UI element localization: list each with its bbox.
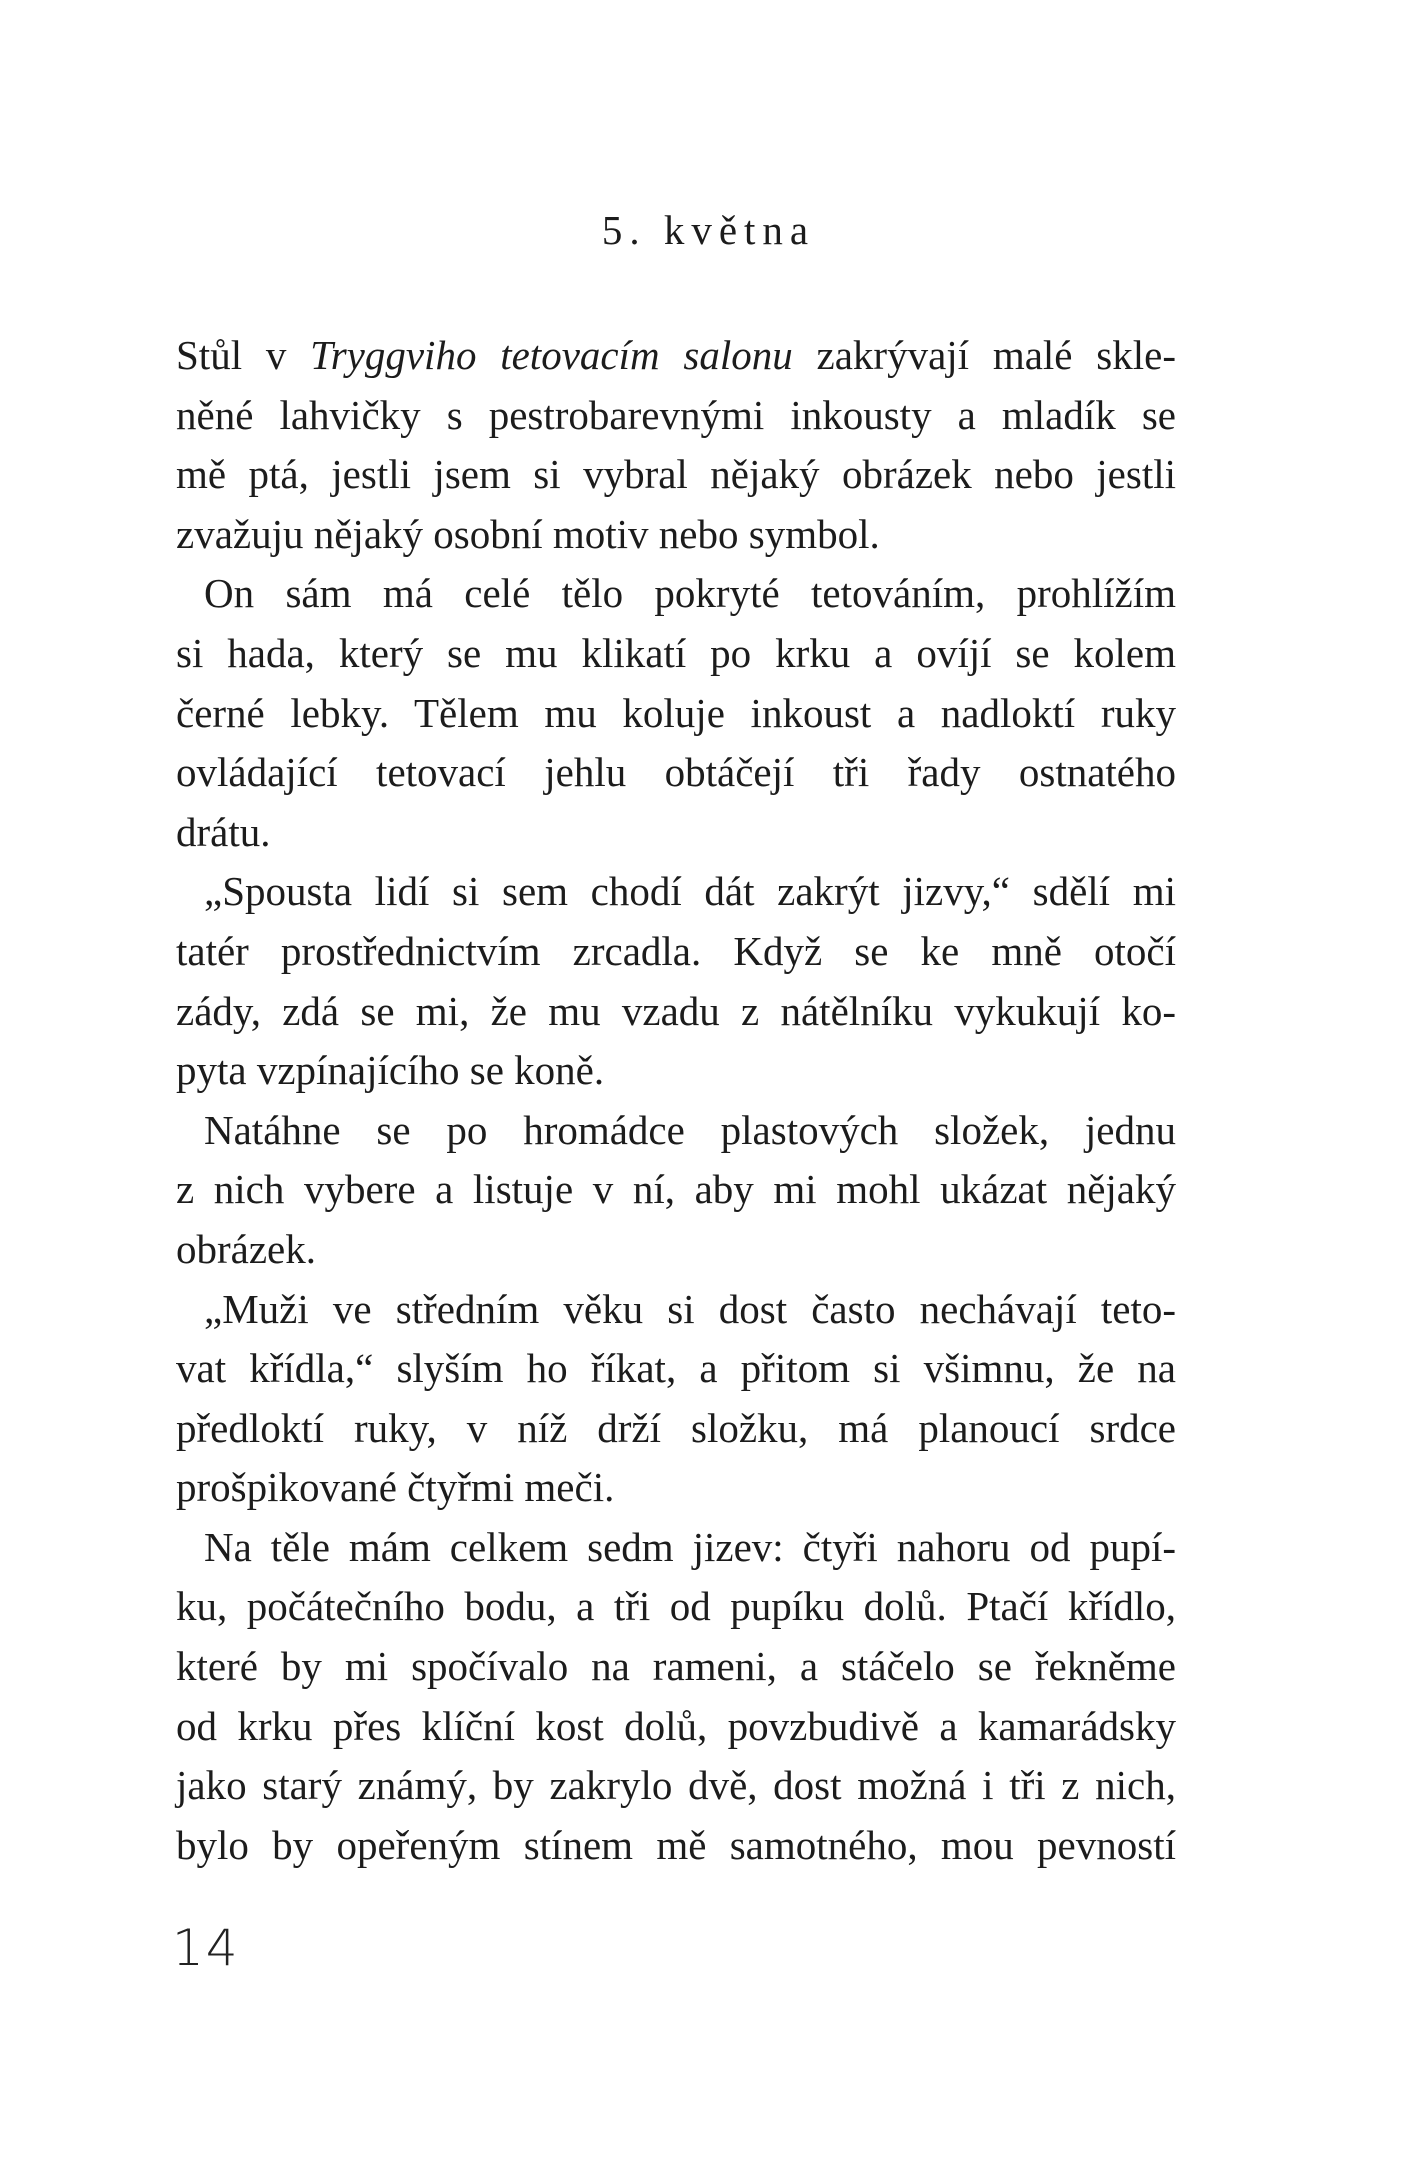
text-line: „Spousta lidí si sem chodí dát zakrýt jizvy,“ sdělí mi — [204, 868, 1176, 915]
text-line: zvažuju nějaký osobní motiv nebo symbol. — [176, 510, 880, 557]
text-line: Natáhne se po hromádce plastových složek, jednu — [204, 1106, 1176, 1153]
page-number: 14 — [172, 1919, 240, 1977]
text-line: černé lebky. Tělem mu koluje inkoust a nadloktí ruky — [176, 689, 1176, 736]
text-line: z nich vybere a listuje v ní, aby mi mohl ukázat nějaký — [176, 1166, 1176, 1213]
text-line: bylo by opeřeným stínem mě samotného, mou pevností — [176, 1821, 1176, 1868]
text-line: vat křídla,“ slyším ho říkat, a přitom si všimnu, že na — [176, 1345, 1176, 1392]
body-text — [176, 326, 1176, 1875]
text-line: obrázek. — [176, 1225, 316, 1272]
text-fragment: zakrývají malé skle- — [792, 332, 1176, 378]
text-line: ku, počátečního bodu, a tři od pupíku dolů. Ptačí křídlo, — [176, 1583, 1176, 1630]
text-line: pyta vzpínajícího se koně. — [176, 1047, 605, 1094]
text-line: „Muži ve středním věku si dost často nechávají teto- — [204, 1285, 1176, 1332]
text-line: které by mi spočívalo na rameni, a stáčelo se řekněme — [176, 1643, 1176, 1690]
italic-salon-name: Tryggviho tetovacím salonu — [310, 332, 793, 378]
text-line — [176, 326, 1176, 386]
text-line: od krku přes klíční kost dolů, povzbudivě a kamarádsky — [176, 1702, 1176, 1749]
text-fragment: Stůl v — [176, 332, 311, 378]
text-line: Na těle mám celkem sedm jizev: čtyři nahoru od pupí- — [204, 1523, 1176, 1570]
text-line: ovládající tetovací jehlu obtáčejí tři řady ostnatého — [176, 749, 1176, 796]
chapter-heading: 5. května — [601, 207, 816, 253]
text-line: předloktí ruky, v níž drží složku, má planoucí srdce — [176, 1404, 1176, 1451]
text-line: prošpikované čtyřmi meči. — [176, 1464, 615, 1511]
text-line: si hada, který se mu klikatí po krku a ovíjí se kolem — [176, 629, 1176, 676]
text-line: On sám má celé tělo pokryté tetováním, prohlížím — [204, 570, 1176, 617]
text-line: zády, zdá se mi, že mu vzadu z nátělníku vykukují ko- — [176, 987, 1176, 1034]
text-line: jako starý známý, by zakrylo dvě, dost možná i tři z nich, — [176, 1762, 1176, 1809]
text-line: něné lahvičky s pestrobarevnými inkousty a mladík se — [176, 391, 1176, 438]
text-line: drátu. — [176, 808, 271, 855]
text-line: mě ptá, jestli jsem si vybral nějaký obrázek nebo jestli — [176, 451, 1176, 498]
text-line: tatér prostřednictvím zrcadla. Když se ke mně otočí — [176, 927, 1176, 974]
